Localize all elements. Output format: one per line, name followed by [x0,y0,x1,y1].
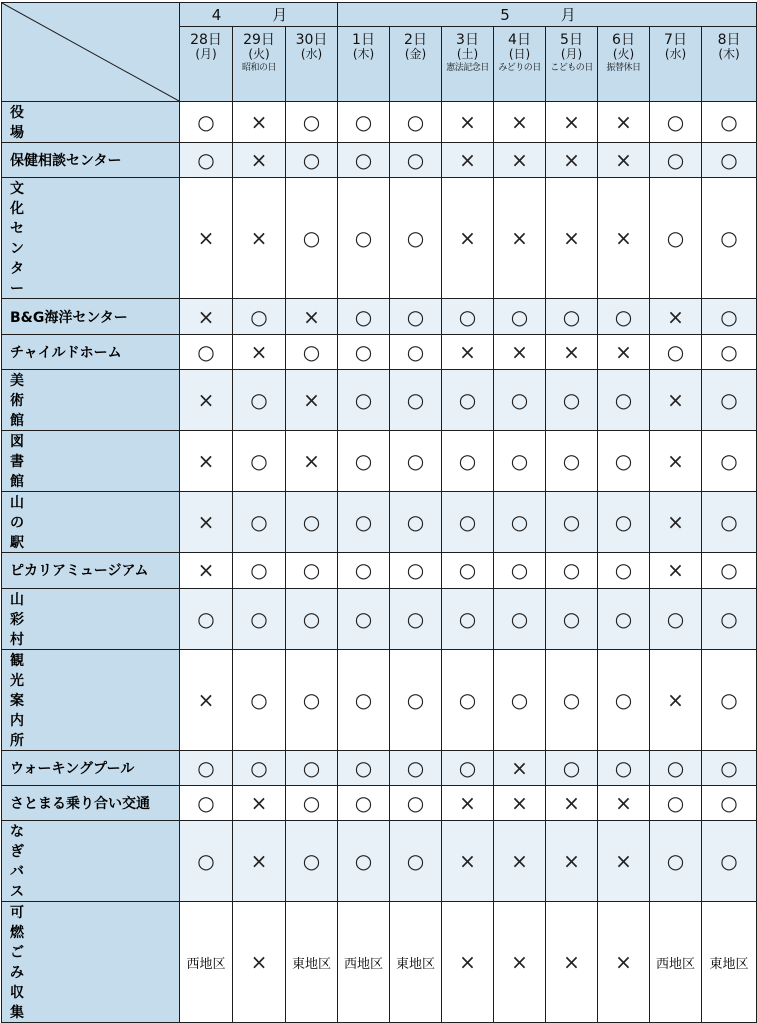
status-cell: × [286,431,338,492]
status-cell: ○ [494,299,546,334]
facility-name [2,785,180,820]
facility-label: 文 化 セ ン タ ー [10,181,24,298]
status-cell: ○ [650,750,702,785]
status-cell: ○ [390,785,442,820]
facility-label: B&G海洋センター [10,309,128,326]
status-cell: ○ [650,588,702,649]
status-cell: ○ [598,649,650,750]
day-header [494,27,546,102]
status-cell: ○ [233,553,286,588]
status-cell: × [546,902,598,1023]
status-cell: × [598,102,650,143]
facility-name [2,431,180,492]
status-cell: ○ [286,178,338,299]
status-cell: ○ [702,492,757,553]
status-cell: × [650,553,702,588]
day-header [702,27,757,102]
facility-label: さとまる乗り合い交通 [10,796,150,813]
holiday-name: 振替休日 [606,63,641,74]
status-cell: × [233,902,286,1023]
status-cell: × [598,334,650,369]
status-cell: ○ [390,553,442,588]
status-cell: ○ [338,431,390,492]
weekday: (火) [248,46,270,61]
status-cell: ○ [390,649,442,750]
table-row [2,492,757,553]
day-number: 3日 [456,32,479,48]
status-cell: × [180,178,233,299]
facility-label: 観 光 案 内 所 [10,652,24,749]
status-cell: ○ [180,334,233,369]
status-cell: 西地区 [180,902,233,1023]
status-cell: ○ [286,649,338,750]
status-cell: × [180,649,233,750]
status-cell: ○ [338,334,390,369]
status-cell: ○ [286,334,338,369]
status-cell: ○ [442,750,494,785]
table-row [2,785,757,820]
status-cell: × [442,334,494,369]
status-cell: ○ [180,785,233,820]
status-cell: × [598,821,650,902]
status-cell: 西地区 [338,902,390,1023]
status-cell: × [650,649,702,750]
status-cell: ○ [546,553,598,588]
status-cell: ○ [546,750,598,785]
facility-name [2,750,180,785]
facility-name [2,178,180,299]
facility-name [2,102,180,143]
table-row [2,649,757,750]
table-row [2,178,757,299]
status-cell: × [233,785,286,820]
status-cell: ○ [286,553,338,588]
status-cell: ○ [390,431,442,492]
status-cell: ○ [390,143,442,178]
weekday: (木) [352,46,375,61]
table-row [2,902,757,1023]
facility-name [2,370,180,431]
status-cell: × [494,102,546,143]
status-cell: ○ [494,553,546,588]
facility-label: ウォーキングプール [10,760,135,777]
status-cell: × [494,334,546,369]
status-cell: × [494,821,546,902]
status-cell: ○ [338,370,390,431]
weekday: (月) [195,46,217,61]
status-cell: × [598,178,650,299]
status-cell: ○ [598,492,650,553]
facility-name [2,492,180,553]
status-cell: × [233,143,286,178]
status-cell: ○ [650,821,702,902]
status-cell: ○ [442,588,494,649]
table-row [2,334,757,369]
status-cell: ○ [233,750,286,785]
status-cell: ○ [286,821,338,902]
status-cell: × [180,553,233,588]
status-cell: ○ [650,143,702,178]
facility-name [2,649,180,750]
status-cell: ○ [180,750,233,785]
facility-name [2,299,180,334]
status-cell: ○ [390,178,442,299]
weekday: (木) [718,46,740,61]
status-cell: × [180,299,233,334]
facility-label: 山 の 駅 [10,495,24,552]
day-header [286,27,338,102]
day-header [233,27,286,102]
facility-label: 美 術 館 [10,373,24,430]
facility-label: ピカリアミュージアム [10,563,149,580]
status-cell: ○ [702,785,757,820]
facility-label: チャイルドホーム [10,344,122,361]
status-cell: ○ [390,492,442,553]
status-cell: × [650,299,702,334]
status-cell: ○ [546,299,598,334]
status-cell: × [286,299,338,334]
status-cell: 東地区 [390,902,442,1023]
table-row [2,370,757,431]
holiday-name: 昭和の日 [241,63,276,74]
status-cell: ○ [442,370,494,431]
status-cell: ○ [338,821,390,902]
status-cell: ○ [286,750,338,785]
table-row [2,299,757,334]
table-row [2,102,757,143]
facility-label: 可 燃 ご み 収 集 [10,905,24,1022]
day-header [598,27,650,102]
facility-label: 図 書 館 [10,434,24,491]
status-cell: ○ [180,588,233,649]
day-number: 30日 [295,32,328,48]
status-cell: ○ [338,492,390,553]
holiday-name: 憲法記念日 [446,63,489,74]
facility-name [2,902,180,1023]
status-cell: × [546,178,598,299]
status-cell: ○ [702,588,757,649]
status-cell: × [598,785,650,820]
status-cell: ○ [702,370,757,431]
status-cell: ○ [702,649,757,750]
status-cell: × [546,785,598,820]
status-cell: ○ [442,431,494,492]
table-row [2,588,757,649]
status-cell: × [546,334,598,369]
status-cell: × [494,178,546,299]
status-cell: ○ [702,299,757,334]
status-cell: × [494,902,546,1023]
day-header [338,27,390,102]
facility-label: 役 場 [10,105,24,141]
facility-label: 保健相談センター [10,153,122,170]
diagonal-line [2,3,179,101]
status-cell: ○ [598,299,650,334]
status-cell: ○ [650,334,702,369]
month-header: 4 月 [180,3,338,27]
table-row [2,553,757,588]
status-cell: × [546,102,598,143]
table-corner-cell [2,3,180,102]
status-cell: ○ [546,492,598,553]
status-cell: ○ [233,431,286,492]
status-cell: × [233,334,286,369]
status-cell: × [233,821,286,902]
status-cell: ○ [390,370,442,431]
status-cell: ○ [390,588,442,649]
status-cell: × [494,750,546,785]
facility-name [2,334,180,369]
day-number: 1日 [352,32,375,48]
status-cell: ○ [233,588,286,649]
status-cell: ○ [494,649,546,750]
status-cell: × [286,370,338,431]
status-cell: ○ [702,334,757,369]
day-header [442,27,494,102]
status-cell: × [494,143,546,178]
status-cell: ○ [650,102,702,143]
status-cell: ○ [390,750,442,785]
status-cell: ○ [233,299,286,334]
status-cell: ○ [442,649,494,750]
holiday-name: みどりの日 [498,63,541,74]
day-header [180,27,233,102]
day-header [546,27,598,102]
status-cell: × [442,902,494,1023]
status-cell: × [180,492,233,553]
status-cell: × [233,102,286,143]
status-cell: ○ [650,785,702,820]
status-cell: × [598,143,650,178]
status-cell: ○ [338,143,390,178]
status-cell: ○ [180,143,233,178]
status-cell: × [442,102,494,143]
status-cell: ○ [702,431,757,492]
status-cell: × [546,143,598,178]
holiday-name: こどもの日 [550,63,593,74]
status-cell: ○ [650,178,702,299]
day-number: 8日 [717,32,741,48]
status-cell: × [650,431,702,492]
status-cell: ○ [286,785,338,820]
status-cell: × [233,178,286,299]
day-number: 7日 [664,32,687,48]
status-cell: ○ [702,102,757,143]
facility-name [2,588,180,649]
status-cell: ○ [598,431,650,492]
status-cell: ○ [180,821,233,902]
status-cell: ○ [233,492,286,553]
day-number: 5日 [560,32,583,48]
weekday: (日) [508,46,531,61]
table-row [2,750,757,785]
status-cell: × [442,821,494,902]
status-cell: 東地区 [286,902,338,1023]
status-cell: ○ [338,750,390,785]
status-cell: ○ [390,299,442,334]
table-row [2,431,757,492]
status-cell: ○ [494,492,546,553]
status-cell: ○ [702,178,757,299]
weekday: (水) [300,46,323,61]
facility-name [2,821,180,902]
status-cell: × [442,785,494,820]
status-cell: ○ [494,370,546,431]
table-row [2,821,757,902]
weekday: (金) [404,46,427,61]
status-cell: ○ [338,178,390,299]
day-header [650,27,702,102]
day-number: 28日 [190,32,222,48]
status-cell: ○ [702,750,757,785]
status-cell: ○ [702,553,757,588]
day-number: 4日 [508,32,531,48]
status-cell: ○ [546,649,598,750]
status-cell: ○ [598,553,650,588]
facility-label: な ぎ バ ス [10,824,24,901]
status-cell: ○ [338,588,390,649]
holiday-schedule-table [1,2,757,1023]
status-cell: ○ [702,143,757,178]
status-cell: ○ [286,492,338,553]
status-cell: ○ [546,370,598,431]
status-cell: ○ [702,821,757,902]
status-cell: × [650,492,702,553]
status-cell: ○ [494,431,546,492]
status-cell: × [180,370,233,431]
status-cell: ○ [442,299,494,334]
facility-name [2,143,180,178]
status-cell: × [442,143,494,178]
status-cell: ○ [598,588,650,649]
status-cell: 西地区 [650,902,702,1023]
day-number: 29日 [243,32,275,48]
table-row [2,143,757,178]
facility-label: 山 彩 村 [10,591,24,648]
status-cell: ○ [390,102,442,143]
status-cell: × [546,821,598,902]
status-cell: ○ [338,553,390,588]
status-cell: ○ [338,102,390,143]
weekday: (土) [456,46,479,61]
status-cell: ○ [598,370,650,431]
day-number: 6日 [612,32,635,48]
weekday: (火) [612,46,635,61]
status-cell: ○ [286,102,338,143]
status-cell: 東地区 [702,902,757,1023]
status-cell: × [598,902,650,1023]
status-cell: ○ [286,143,338,178]
status-cell: ○ [180,102,233,143]
status-cell: × [442,178,494,299]
status-cell: × [180,431,233,492]
status-cell: ○ [233,649,286,750]
day-number: 2日 [404,32,427,48]
status-cell: ○ [442,553,494,588]
status-cell: ○ [390,821,442,902]
status-cell: ○ [598,750,650,785]
status-cell: ○ [546,588,598,649]
weekday: (水) [664,46,687,61]
status-cell: ○ [338,785,390,820]
status-cell: × [650,370,702,431]
day-header [390,27,442,102]
status-cell: ○ [338,649,390,750]
status-cell: ○ [494,588,546,649]
status-cell: ○ [390,334,442,369]
status-cell: ○ [233,370,286,431]
status-cell: ○ [338,299,390,334]
status-cell: ○ [546,431,598,492]
status-cell: ○ [442,492,494,553]
month-header: 5 月 [338,3,757,27]
status-cell: ○ [286,588,338,649]
facility-name [2,553,180,588]
status-cell: × [494,785,546,820]
weekday: (月) [560,46,583,61]
